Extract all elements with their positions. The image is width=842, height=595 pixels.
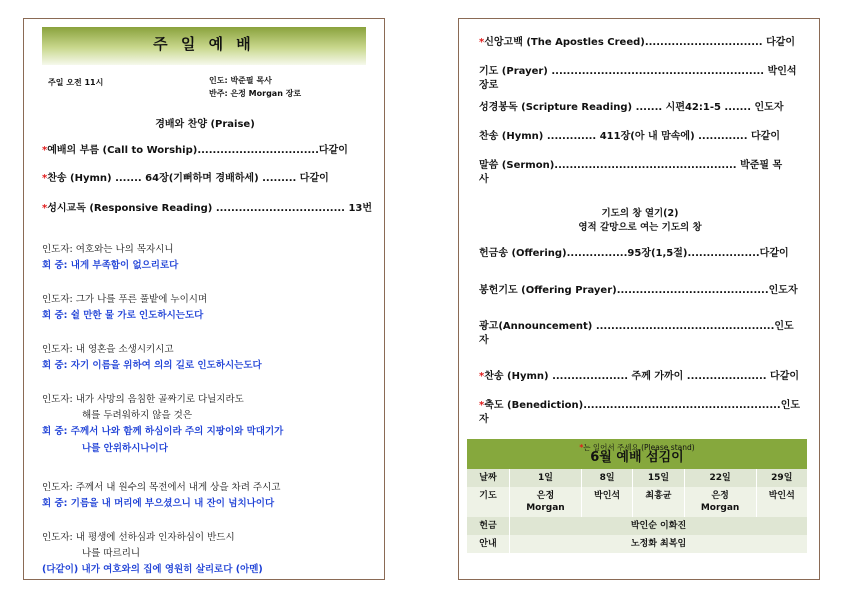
congregation-line: 회 중: 쉴 만한 물 가로 인도하시는도다 xyxy=(42,310,204,321)
order-item-text: 기도 (Prayer) ........................................................ 박인석 장로 xyxy=(479,66,797,91)
order-item-text: 자 xyxy=(479,335,489,346)
row-label: 기도 xyxy=(467,487,509,517)
congregation-line: 나를 안위하시나이다 xyxy=(82,443,168,454)
schedule-cell: 은정 Morgan xyxy=(684,487,756,517)
order-item xyxy=(479,130,804,144)
schedule-cell: 박인순 이화진 xyxy=(509,517,807,535)
required-star: * xyxy=(479,371,485,382)
congregation-line: (다같이) 내가 여호와의 집에 영원히 살리로다 (아멘) xyxy=(42,564,263,575)
schedule-row-usher xyxy=(467,535,807,553)
order-item xyxy=(479,247,804,261)
stand-note: *는 일어서 주세요.(Please stand) xyxy=(579,443,695,452)
order-item-text: 축도 (Benediction)....................................................인도 xyxy=(484,400,801,411)
leader-line: 인도자: 여호와는 나의 목자시니 xyxy=(42,244,174,255)
schedule-row-dates xyxy=(467,469,807,487)
order-item-text: 광고(Announcement) ...............................................인도 xyxy=(479,321,794,332)
order-item xyxy=(479,399,804,427)
leader-line: 인도자: 주께서 내 원수의 목전에서 내게 상을 차려 주시고 xyxy=(42,482,281,493)
congregation-line: 회 중: 기름을 내 머리에 부으셨으니 내 잔이 넘치나이다 xyxy=(42,498,275,509)
leader-line: 해를 두려워하지 않을 것은 xyxy=(82,410,193,421)
leader-line: 인도자: 내 평생에 선하심과 인자하심이 반드시 xyxy=(42,532,235,543)
stand-note-text: 는 일어서 주세요.(Please stand) xyxy=(583,443,695,452)
schedule-cell: 15일 xyxy=(632,469,683,487)
schedule-cell: 박인석 xyxy=(581,487,632,517)
prayer-window-title: 기도의 창 열기(2) xyxy=(601,208,679,219)
order-item xyxy=(479,284,804,298)
order-item-text: 신앙고백 (The Apostles Creed)............................... 다같이 xyxy=(484,37,796,48)
prayer-window-subtitle: 영적 갈망으로 여는 기도의 창 xyxy=(578,222,702,233)
schedule-row-offering xyxy=(467,517,807,535)
schedule-cell: 29일 xyxy=(756,469,807,487)
order-item xyxy=(479,159,804,187)
schedule-cell: 노정화 최복임 xyxy=(509,535,807,553)
order-item xyxy=(42,199,372,214)
order-item-text: 사 xyxy=(479,174,489,185)
order-item-text: 성시교독 (Responsive Reading) .................................. 13번 xyxy=(47,203,373,214)
schedule-cell: 최흥균 xyxy=(632,487,683,517)
order-item xyxy=(42,141,348,156)
order-item-text: 성경봉독 (Scripture Reading) ....... 시편42:1-5 ....... 인도자 xyxy=(479,102,784,113)
order-item-text: 말씀 (Sermon)................................................ 박준필 목 xyxy=(479,160,783,171)
order-item-text: 찬송 (Hymn) ............. 411장(아 내 맘속에) ............. 다같이 xyxy=(479,131,780,142)
order-item xyxy=(479,65,804,93)
congregation-line: 회 중: 주께서 나와 함께 하심이라 주의 지팡이와 막대기가 xyxy=(42,426,284,437)
required-star: * xyxy=(42,203,48,214)
schedule-grid xyxy=(467,469,807,553)
congregation-line: 회 중: 내게 부족함이 없으리로다 xyxy=(42,260,179,271)
right-panel xyxy=(458,18,820,580)
accompanist-info: 반주: 은정 Morgan 장로 xyxy=(209,89,302,98)
order-item xyxy=(479,36,804,50)
required-star: * xyxy=(479,37,485,48)
schedule-header xyxy=(467,439,807,469)
schedule-cell: 박인석 xyxy=(756,487,807,517)
schedule-cell: 22일 xyxy=(684,469,756,487)
schedule-row-prayer xyxy=(467,487,807,517)
leader-line: 인도자: 그가 나를 푸른 풀밭에 누이시며 xyxy=(42,294,208,305)
praise-heading: 경배와 찬양 (Praise) xyxy=(155,119,255,130)
service-time: 주일 오전 11시 xyxy=(48,78,104,87)
order-item-text: 찬송 (Hymn) .................... 주께 가까이 ..................... 다같이 xyxy=(484,371,800,382)
order-item-text: 헌금송 (Offering)................95장(1,5절)...................다같이 xyxy=(479,248,789,259)
leader-line: 인도자: 내 영혼을 소생시키시고 xyxy=(42,344,174,355)
congregation-line: 회 중: 자기 이름을 위하여 의의 길로 인도하시는도다 xyxy=(42,360,262,371)
schedule-cell: 8일 xyxy=(581,469,632,487)
required-star: * xyxy=(479,400,485,411)
leader-line: 나를 따르리니 xyxy=(82,548,141,559)
schedule-cell: 은정 Morgan xyxy=(509,487,581,517)
leader-info: 인도: 박준필 목사 xyxy=(209,76,272,85)
schedule-cell: 1일 xyxy=(509,469,581,487)
order-item-text: 자 xyxy=(479,414,489,425)
order-item xyxy=(479,370,804,384)
order-item-text: 봉헌기도 (Offering Prayer)........................................인도자 xyxy=(479,285,798,296)
left-panel xyxy=(23,18,385,580)
schedule-table xyxy=(467,439,807,553)
row-label: 헌금 xyxy=(467,517,509,535)
worship-title: 주 일 예 배 xyxy=(42,27,366,65)
leader-line: 인도자: 내가 사망의 음침한 골짜기로 다닐지라도 xyxy=(42,394,244,405)
order-item xyxy=(479,320,804,348)
row-label: 안내 xyxy=(467,535,509,553)
required-star: * xyxy=(42,173,48,184)
order-item-text: 예배의 부름 (Call to Worship)................................다같이 xyxy=(47,145,348,156)
order-item xyxy=(479,101,804,115)
order-item xyxy=(42,169,329,184)
order-item-text: 찬송 (Hymn) ....... 64장(기뻐하며 경배하세) ......... 다같이 xyxy=(47,173,329,184)
schedule-title: 6월 예배 섬김이 xyxy=(590,450,684,465)
row-label: 날짜 xyxy=(467,469,509,487)
required-star: * xyxy=(42,145,48,156)
